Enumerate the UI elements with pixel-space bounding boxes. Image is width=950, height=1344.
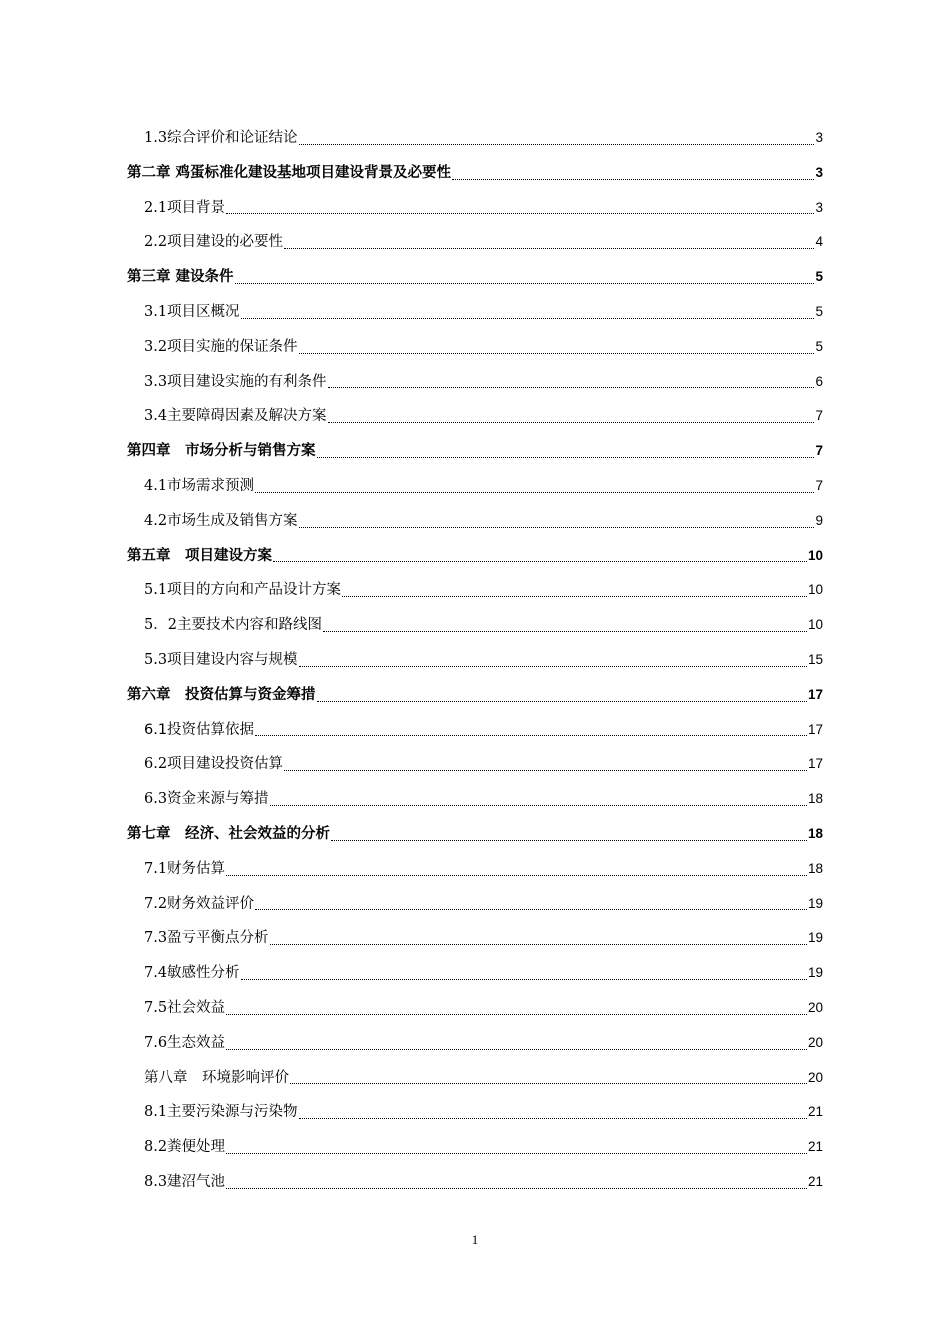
toc-entry-title: 第五章 项目建设方案 bbox=[127, 547, 272, 564]
toc-entry-title: 7.4敏感性分析 bbox=[144, 965, 240, 982]
toc-entry[interactable] bbox=[127, 817, 823, 852]
toc-entry-page: 5 bbox=[815, 303, 823, 319]
dot-leader bbox=[284, 769, 807, 771]
dot-leader bbox=[226, 1187, 807, 1189]
toc-entry-title: 7.2财务效益评价 bbox=[144, 895, 255, 912]
dot-leader bbox=[226, 212, 814, 214]
toc-entry-page: 10 bbox=[807, 547, 823, 563]
toc-entry[interactable] bbox=[127, 399, 823, 434]
toc-entry-title: 2.1项目背景 bbox=[144, 199, 226, 216]
toc-entry-title: 7.5社会效益 bbox=[144, 999, 226, 1016]
toc-entry-page: 3 bbox=[815, 164, 823, 180]
dot-leader bbox=[323, 630, 807, 632]
toc-entry-title: 3.1项目区概况 bbox=[144, 303, 240, 320]
dot-leader bbox=[270, 804, 807, 806]
dot-leader bbox=[299, 665, 807, 667]
toc-entry[interactable] bbox=[127, 469, 823, 504]
toc-entry-page: 9 bbox=[815, 512, 823, 528]
toc-entry[interactable] bbox=[127, 295, 823, 330]
toc-entry-title: 第四章 市场分析与销售方案 bbox=[127, 443, 316, 460]
toc-entry-page: 7 bbox=[815, 408, 823, 424]
toc-entry-page: 21 bbox=[807, 1173, 823, 1189]
dot-leader bbox=[331, 839, 807, 841]
toc-entry[interactable] bbox=[127, 678, 823, 713]
toc-entry[interactable] bbox=[127, 573, 823, 608]
dot-leader bbox=[299, 352, 815, 354]
toc-entry[interactable] bbox=[127, 1130, 823, 1165]
toc-entry-title: 第七章 经济、社会效益的分析 bbox=[127, 825, 330, 842]
toc-entry-title: 7.6生态效益 bbox=[144, 1034, 226, 1051]
toc-entry-page: 7 bbox=[815, 443, 823, 459]
toc-entry[interactable] bbox=[127, 608, 823, 643]
dot-leader bbox=[299, 1117, 807, 1119]
toc-entry[interactable] bbox=[127, 260, 823, 295]
dot-leader bbox=[299, 143, 815, 145]
toc-entry-page: 5 bbox=[815, 269, 823, 285]
dot-leader bbox=[284, 247, 814, 249]
toc-entry-title: 4.2市场生成及销售方案 bbox=[144, 512, 298, 529]
toc-entry[interactable] bbox=[127, 434, 823, 469]
dot-leader bbox=[317, 456, 815, 458]
toc-entry-page: 18 bbox=[807, 825, 823, 841]
toc-entry-page: 19 bbox=[807, 930, 823, 946]
table-of-contents bbox=[127, 121, 823, 1200]
toc-entry-title: 5.1项目的方向和产品设计方案 bbox=[144, 582, 342, 599]
toc-entry-page: 17 bbox=[807, 686, 823, 702]
dot-leader bbox=[255, 734, 807, 736]
dot-leader bbox=[255, 491, 814, 493]
toc-entry[interactable] bbox=[127, 365, 823, 400]
toc-entry-title: 2.2项目建设的必要性 bbox=[144, 234, 284, 251]
toc-entry[interactable] bbox=[127, 782, 823, 817]
toc-entry-title: 3.3项目建设实施的有利条件 bbox=[144, 373, 327, 390]
toc-entry[interactable] bbox=[127, 747, 823, 782]
toc-entry-title: 4.1市场需求预测 bbox=[144, 477, 255, 494]
dot-leader bbox=[342, 595, 807, 597]
toc-entry[interactable] bbox=[127, 991, 823, 1026]
toc-entry-title: 第六章 投资估算与资金筹措 bbox=[127, 686, 316, 703]
dot-leader bbox=[226, 874, 807, 876]
dot-leader bbox=[328, 421, 815, 423]
dot-leader bbox=[241, 978, 807, 980]
dot-leader bbox=[235, 282, 815, 284]
dot-leader bbox=[290, 1082, 807, 1084]
dot-leader bbox=[241, 317, 815, 319]
toc-entry-page: 19 bbox=[807, 965, 823, 981]
toc-entry[interactable] bbox=[127, 1095, 823, 1130]
toc-entry-title: 8.1主要污染源与污染物 bbox=[144, 1104, 298, 1121]
toc-entry[interactable] bbox=[127, 539, 823, 574]
toc-entry-title: 6.1投资估算依据 bbox=[144, 721, 255, 738]
toc-entry-page: 17 bbox=[807, 721, 823, 737]
toc-entry[interactable] bbox=[127, 887, 823, 922]
toc-entry-page: 17 bbox=[807, 756, 823, 772]
toc-entry-page: 20 bbox=[807, 999, 823, 1015]
toc-entry-title: 第三章 建设条件 bbox=[127, 269, 234, 286]
toc-entry-title: 3.4主要障碍因素及解决方案 bbox=[144, 408, 327, 425]
toc-entry-page: 18 bbox=[807, 791, 823, 807]
toc-entry-page: 7 bbox=[815, 477, 823, 493]
toc-entry[interactable] bbox=[127, 504, 823, 539]
toc-entry[interactable] bbox=[127, 956, 823, 991]
toc-entry-page: 20 bbox=[807, 1034, 823, 1050]
toc-entry-page: 3 bbox=[815, 130, 823, 145]
toc-entry-title: 第八章 环境影响评价 bbox=[144, 1069, 289, 1086]
toc-entry-title: 第二章 鸡蛋标准化建设基地项目建设背景及必要性 bbox=[127, 164, 452, 181]
toc-entry-page: 18 bbox=[807, 860, 823, 876]
toc-entry[interactable] bbox=[127, 121, 823, 156]
toc-entry[interactable] bbox=[127, 921, 823, 956]
toc-entry-page: 19 bbox=[807, 895, 823, 911]
toc-entry-page: 10 bbox=[807, 617, 823, 633]
toc-entry[interactable] bbox=[127, 852, 823, 887]
dot-leader bbox=[317, 700, 807, 702]
toc-entry[interactable] bbox=[127, 643, 823, 678]
toc-entry[interactable] bbox=[127, 191, 823, 226]
dot-leader bbox=[226, 1152, 807, 1154]
toc-entry-title: 3.2项目实施的保证条件 bbox=[144, 338, 298, 355]
toc-entry-page: 10 bbox=[807, 582, 823, 598]
dot-leader bbox=[226, 1013, 807, 1015]
toc-entry-page: 3 bbox=[815, 199, 823, 215]
toc-entry-title: 5．2主要技术内容和路线图 bbox=[144, 617, 322, 634]
toc-entry-title: 7.3盈亏平衡点分析 bbox=[144, 930, 269, 947]
toc-entry-title: 5.3项目建设内容与规模 bbox=[144, 651, 298, 668]
dot-leader bbox=[328, 386, 815, 388]
dot-leader bbox=[226, 1048, 807, 1050]
toc-entry-page: 20 bbox=[807, 1069, 823, 1085]
toc-entry-page: 5 bbox=[815, 338, 823, 354]
toc-entry-title: 8.2粪便处理 bbox=[144, 1139, 226, 1156]
toc-entry-page: 4 bbox=[815, 234, 823, 250]
toc-entry[interactable] bbox=[127, 330, 823, 365]
toc-entry-title: 8.3建沼气池 bbox=[144, 1173, 226, 1190]
dot-leader bbox=[273, 560, 807, 562]
toc-entry-page: 21 bbox=[807, 1104, 823, 1120]
dot-leader bbox=[255, 908, 807, 910]
toc-entry-title: 7.1财务估算 bbox=[144, 860, 226, 877]
toc-entry[interactable] bbox=[127, 1026, 823, 1061]
toc-entry-page: 15 bbox=[807, 651, 823, 667]
toc-entry-page: 6 bbox=[815, 373, 823, 389]
toc-entry[interactable] bbox=[127, 713, 823, 748]
toc-entry-title: 1.3综合评价和论证结论 bbox=[144, 130, 298, 146]
toc-entry[interactable] bbox=[127, 225, 823, 260]
toc-entry[interactable] bbox=[127, 1165, 823, 1200]
toc-entry-page: 21 bbox=[807, 1139, 823, 1155]
toc-entry[interactable] bbox=[127, 1061, 823, 1096]
toc-entry[interactable] bbox=[127, 156, 823, 191]
toc-entry-title: 6.3资金来源与筹措 bbox=[144, 791, 269, 808]
dot-leader bbox=[270, 943, 807, 945]
dot-leader bbox=[452, 178, 814, 180]
toc-entry-title: 6.2项目建设投资估算 bbox=[144, 756, 284, 773]
dot-leader bbox=[299, 526, 815, 528]
page-number: 1 bbox=[471, 1232, 479, 1247]
